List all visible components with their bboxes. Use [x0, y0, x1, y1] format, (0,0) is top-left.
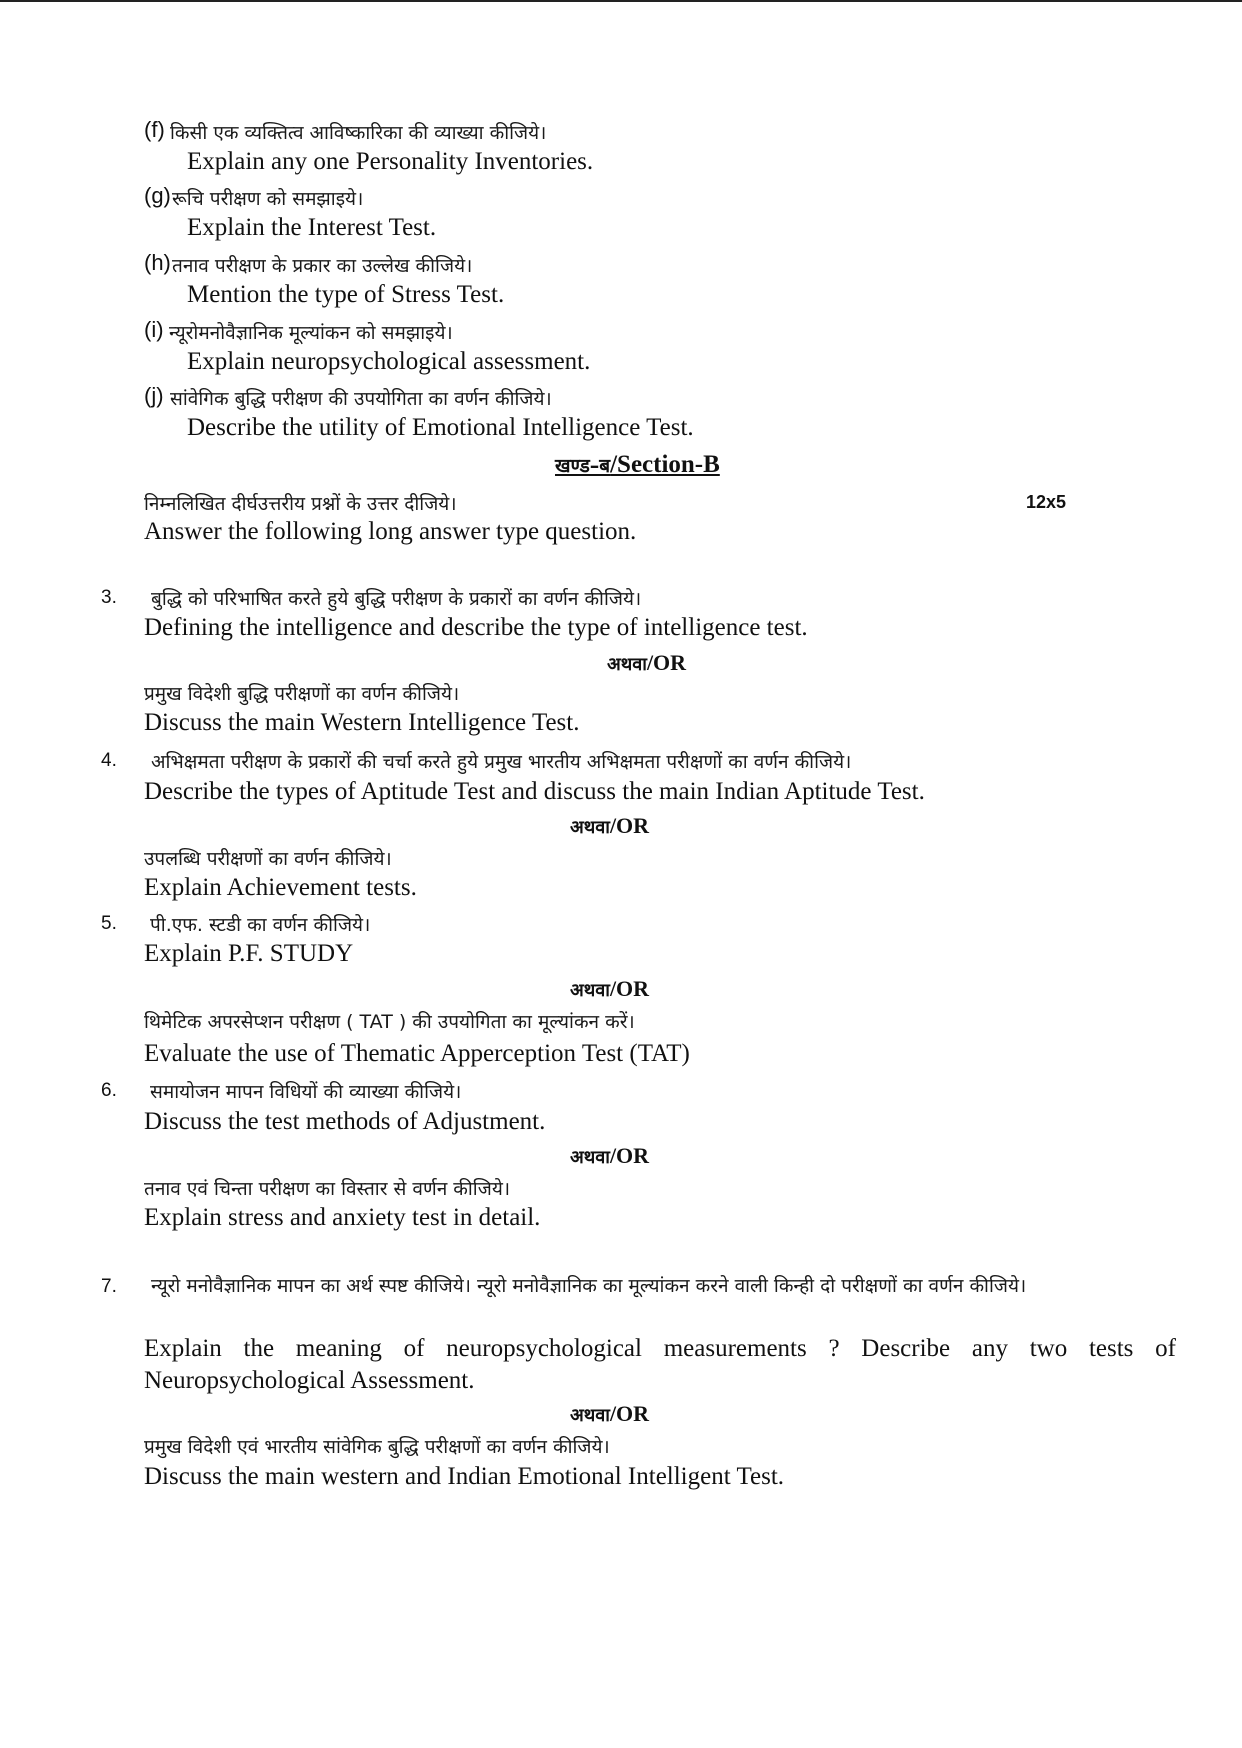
- section-b-heading-hindi: खण्ड–ब: [555, 455, 611, 477]
- question-5-english: Explain P.F. STUDY: [144, 940, 354, 967]
- question-6-hindi: समायोजन मापन विधियों की व्याख्या कीजिये।: [150, 1081, 462, 1103]
- question-3-or: [607, 650, 686, 676]
- question-7-english: Explain the meaning of neuropsychological measurements ? Describe any two tests of Neuropsychological Assessment.: [144, 1335, 1176, 1394]
- question-7-or: [570, 1401, 649, 1427]
- question-6-number: 6.: [101, 1080, 117, 1101]
- question-6-alt-hindi: तनाव एवं चिन्ता परीक्षण का विस्तार से वर्णन कीजिये।: [144, 1178, 511, 1200]
- question-3-english: Defining the intelligence and describe the type of intelligence test.: [144, 614, 808, 641]
- question-4-english: Describe the types of Aptitude Test and discuss the main Indian Aptitude Test.: [144, 778, 925, 805]
- item-j-label: (j): [144, 383, 164, 408]
- question-6-alt-english: Explain stress and anxiety test in detail.: [144, 1204, 541, 1231]
- question-7-alt-english: Discuss the main western and Indian Emotional Intelligent Test.: [144, 1463, 785, 1490]
- question-5-or: [570, 976, 649, 1002]
- question-4-alt-hindi: उपलब्धि परीक्षणों का वर्णन कीजिये।: [144, 848, 392, 870]
- question-3-number: 3.: [101, 587, 117, 608]
- item-f-label: (f): [144, 117, 165, 142]
- section-b-heading: [555, 451, 720, 479]
- item-i-label: (i): [144, 317, 164, 342]
- question-3-hindi: बुद्धि को परिभाषित करते हुये बुद्धि परीक्षण के प्रकारों का वर्णन कीजिये।: [151, 588, 642, 610]
- or-hindi: अथवा: [607, 654, 647, 675]
- question-4-alt-english: Explain Achievement tests.: [144, 874, 417, 901]
- question-7-number: 7.: [101, 1276, 117, 1297]
- question-5-alt-english: Evaluate the use of Thematic Apperception Test (TAT): [144, 1040, 690, 1067]
- or-english: /OR: [609, 976, 650, 1001]
- or-english: /OR: [609, 813, 650, 838]
- question-5-alt-hindi: थिमेटिक अपरसेप्शन परीक्षण ( TAT ) की उपयोगिता का मूल्यांकन करें।: [144, 1011, 635, 1033]
- section-b-heading-english: /Section-B: [610, 451, 720, 478]
- question-3-alt-hindi: प्रमुख विदेशी बुद्धि परीक्षणों का वर्णन कीजिये।: [144, 683, 460, 705]
- or-hindi: अथवा: [570, 1147, 610, 1168]
- item-g-label: (g): [144, 183, 171, 208]
- question-4-or: [570, 813, 649, 839]
- question-6-english: Discuss the test methods of Adjustment.: [144, 1108, 546, 1135]
- section-b-instruction-english: Answer the following long answer type question.: [144, 518, 637, 545]
- item-g-hindi: रूचि परीक्षण को समझाइये।: [172, 188, 364, 210]
- question-5-number: 5.: [101, 913, 117, 934]
- question-6-or: [570, 1143, 649, 1169]
- item-j-english: Describe the utility of Emotional Intelligence Test.: [187, 414, 694, 441]
- item-j-hindi: सांवेगिक बुद्धि परीक्षण की उपयोगिता का वर्णन कीजिये।: [170, 388, 552, 410]
- or-english: /OR: [609, 1143, 650, 1168]
- item-h-english: Mention the type of Stress Test.: [187, 281, 505, 308]
- question-3-alt-english: Discuss the main Western Intelligence Test.: [144, 709, 580, 736]
- question-5-hindi: पी.एफ. स्टडी का वर्णन कीजिये।: [150, 914, 371, 936]
- or-hindi: अथवा: [570, 817, 610, 838]
- question-4-hindi: अभिक्षमता परीक्षण के प्रकारों की चर्चा करते हुये प्रमुख भारतीय अभिक्षमता परीक्षणों का वर्णन कीजिये।: [151, 751, 852, 773]
- item-i-english: Explain neuropsychological assessment.: [187, 348, 591, 375]
- item-f-english: Explain any one Personality Inventories.: [187, 148, 594, 175]
- or-hindi: अथवा: [570, 980, 610, 1001]
- or-english: /OR: [646, 650, 687, 675]
- section-b-marks: 12x5: [1026, 492, 1067, 512]
- question-7-alt-hindi: प्रमुख विदेशी एवं भारतीय सांवेगिक बुद्धि परीक्षणों का वर्णन कीजिये।: [144, 1436, 610, 1458]
- item-g-english: Explain the Interest Test.: [187, 214, 437, 241]
- or-english: /OR: [609, 1401, 650, 1426]
- item-i-hindi: न्यूरोमनोवैज्ञानिक मूल्यांकन को समझाइये।: [169, 322, 453, 344]
- item-f-hindi: किसी एक व्यक्तित्व आविष्कारिका की व्याख्या कीजिये।: [170, 122, 547, 144]
- or-hindi: अथवा: [570, 1405, 610, 1426]
- item-h-label: (h): [144, 250, 171, 275]
- question-4-number: 4.: [101, 750, 117, 771]
- question-7-hindi: न्यूरो मनोवैज्ञानिक मापन का अर्थ स्पष्ट कीजिये। न्यूरो मनोवैज्ञानिक का मूल्यांकन करने वाली किन्ही दो परीक्षणों का वर्णन कीजिये।: [151, 1275, 1027, 1297]
- item-h-hindi: तनाव परीक्षण के प्रकार का उल्लेख कीजिये।: [172, 255, 473, 277]
- section-b-instruction-hindi: निम्नलिखित दीर्घउत्तरीय प्रश्नों के उत्तर दीजिये।: [144, 493, 457, 515]
